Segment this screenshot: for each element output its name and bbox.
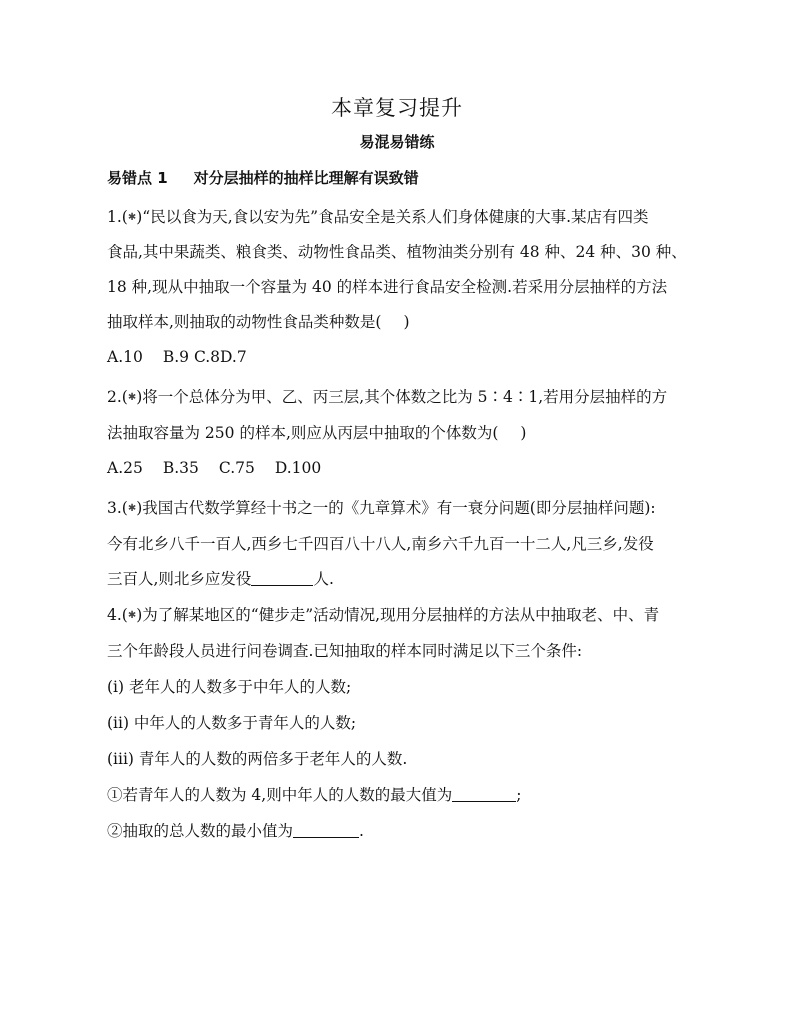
- sub-question-1: ①若青年人的人数为 4,则中年人的人数的最大值为 ;: [107, 786, 522, 804]
- question-2-line-2: 法抽取容量为 250 的样本,则应从丙层中抽取的个体数为( ): [107, 424, 527, 442]
- error-point-label: 易错点 1: [107, 169, 168, 187]
- answer-blank: [251, 570, 313, 586]
- difficulty-star-icon: ✱: [127, 610, 137, 621]
- difficulty-star-icon: ✱: [127, 503, 137, 514]
- question-1-number: 1.(: [107, 208, 128, 226]
- condition-2: (ii) 中年人的人数多于青年人的人数;: [107, 714, 357, 732]
- question-3-line-1: 3.(✱)我国古代数学算经十书之一的《九章算术》有一衰分问题(即分层抽样问题):: [107, 499, 656, 517]
- question-4-number: 4.(: [107, 606, 128, 624]
- question-1-line-4: 抽取样本,则抽取的动物性食品类种数是( ): [107, 313, 410, 331]
- answer-blank: [293, 822, 359, 838]
- option-b: B.35: [162, 459, 199, 477]
- question-3-line-2: 今有北乡八千一百人,西乡七千四百八十八人,南乡六千九百一十二人,凡三乡,发役: [107, 535, 654, 553]
- condition-3: (iii) 青年人的人数的两倍多于老年人的人数.: [107, 750, 408, 768]
- condition-1: (i) 老年人的人数多于中年人的人数;: [107, 678, 352, 696]
- question-4-line-2: 三个年龄段人员进行问卷调查.已知抽取的样本同时满足以下三个条件:: [107, 642, 583, 660]
- error-point-text: 对分层抽样的抽样比理解有误致错: [193, 169, 419, 187]
- question-2-number: 2.(: [107, 388, 128, 406]
- difficulty-star-icon: ✱: [127, 212, 137, 223]
- question-2-options: [107, 459, 321, 477]
- question-4-line-1: 4.(✱)为了解某地区的“健步走”活动情况,现用分层抽样的方法从中抽取老、中、青: [107, 606, 660, 624]
- question-3-line-3: 三百人,则北乡应发役 人.: [107, 570, 334, 588]
- question-3-number: 3.(: [107, 499, 128, 517]
- section-subtitle: 易混易错练: [359, 133, 435, 151]
- answer-blank: [452, 786, 516, 802]
- question-2-line-1: 2.(✱)将一个总体分为甲、乙、丙三层,其个体数之比为 5∶4∶1,若用分层抽样的方: [107, 388, 668, 406]
- question-1-line-2: 食品,其中果蔬类、粮食类、动物性食品类、植物油类分别有 48 种、24 种、30 种、: [107, 243, 687, 261]
- option-b-c-d: B.9 C.8D.7: [162, 348, 247, 366]
- option-c: C.75: [218, 459, 255, 477]
- question-1-line-1: 1.(✱)“民以食为天,食以安为先”食品安全是关系人们身体健康的大事.某店有四类: [107, 208, 649, 226]
- option-a: A.25: [107, 459, 143, 477]
- error-point-heading: [107, 167, 419, 188]
- question-1-line-3: 18 种,现从中抽取一个容量为 40 的样本进行食品安全检测.若采用分层抽样的方法: [107, 278, 668, 296]
- sub-question-2: ②抽取的总人数的最小值为 .: [107, 822, 364, 840]
- difficulty-star-icon: ✱: [127, 392, 137, 403]
- option-d: D.100: [274, 459, 322, 477]
- option-a: A.10: [107, 348, 143, 366]
- page-title: 本章复习提升: [331, 96, 463, 120]
- question-1-options: [107, 348, 247, 366]
